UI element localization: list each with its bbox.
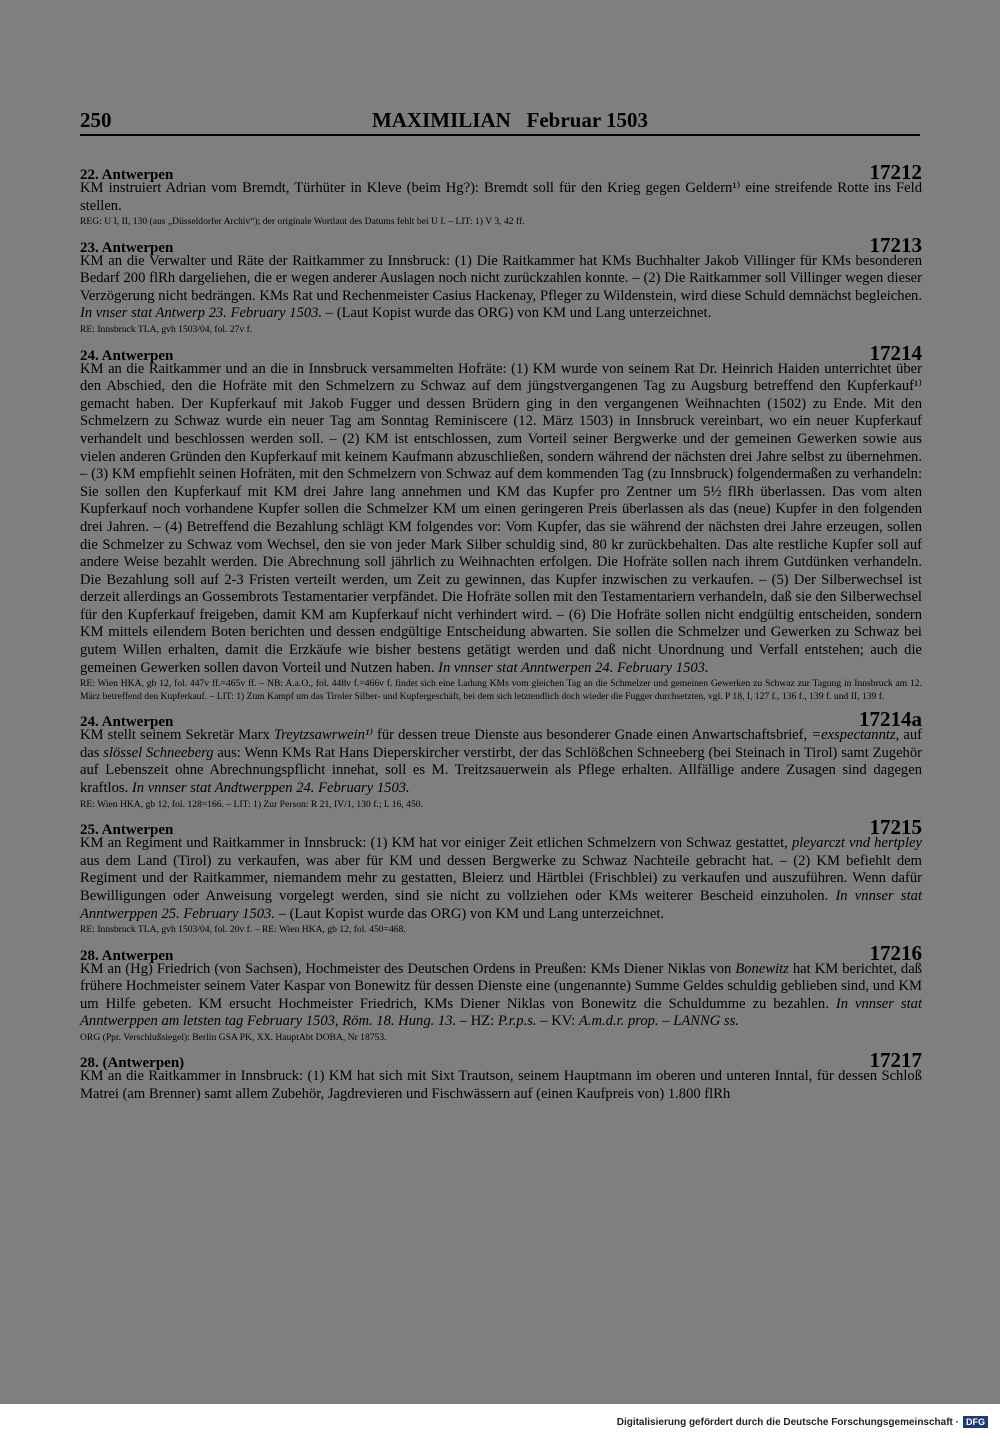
register-entry bbox=[80, 1048, 922, 1103]
entry-number: 17217 bbox=[869, 1048, 922, 1073]
entry-date: 25. Antwerpen bbox=[80, 822, 174, 839]
entry-text-run: aus: Wenn KMs Rat Hans Dieperskircher verstirbt, der das Schlößchen Schneeberg (bei Steinach in Tirol) samt Zugehör auf Lebenszeit ohne Abrechnungspflicht innehat, soll es M. Treitzsauerwein als Pflege erhalten. Allfällige andere Zusagen sind dagegen kraftlos. bbox=[80, 744, 923, 797]
entry-text-italic: P.r.p.s. bbox=[497, 1013, 537, 1030]
register-entry bbox=[80, 233, 922, 337]
entry-number: 17214a bbox=[859, 707, 922, 732]
register-entry bbox=[80, 707, 922, 811]
entry-text bbox=[80, 835, 922, 923]
header-rule bbox=[80, 134, 920, 136]
entry-text-run: KM an (Hg) Friedrich (von Sachsen), Hochmeister des Deutschen Ordens in Preußen: KMs Diener Niklas von bbox=[80, 960, 736, 977]
entry-source-note: ORG (Ppr. Verschlußsiegel): Berlin GSA PK, XX. HauptAbt DOBA, Nr 18753. bbox=[80, 1031, 387, 1043]
entry-date: 24. Antwerpen bbox=[80, 347, 174, 364]
entry-heading bbox=[80, 340, 922, 365]
entry-text bbox=[80, 361, 922, 678]
entry-text bbox=[80, 253, 922, 323]
entry-text-italic: pleyarczt vnd hertpley bbox=[791, 835, 922, 852]
entry-text-italic: slössel Schneeberg bbox=[103, 744, 214, 761]
entry-text-run: hat KM berichtet, daß frühere Hochmeister seinem Vater Kaspar von Bonewitz für dessen Dienste eine (ungenannte) Summe Geldes schuldig geblieben sind, und KM um Hilfe gebeten. KM ersucht Hochmeister Friedrich, KMs Diener Niklas von Bonewitz die Schuldumme zu bezahlen. bbox=[80, 960, 922, 1012]
entry-text-italic: In vnnser stat Anntwerppen am letsten tag February 1503, Röm. 18. Hung. 13. bbox=[80, 995, 922, 1030]
page-number: 250 bbox=[80, 108, 112, 132]
entry-text-run: KM an Regiment und Raitkammer in Innsbruck: (1) KM hat vor einiger Zeit etlichen Schmelzern von Schwaz gestattet, bbox=[80, 835, 792, 852]
entry-heading bbox=[80, 815, 922, 840]
entry-text bbox=[80, 727, 922, 797]
entry-text-run: – KV: bbox=[536, 1013, 579, 1030]
entry-source-note: RE: Innsbruck TLA, gvh 1503/04, fol. 27v f. bbox=[80, 324, 253, 336]
entry-number: 17215 bbox=[869, 815, 922, 840]
entry-date: 23. Antwerpen bbox=[80, 239, 174, 256]
funding-footer bbox=[617, 1416, 988, 1428]
entry-text-run: – HZ: bbox=[456, 1013, 498, 1030]
entry-number: 17212 bbox=[869, 160, 922, 184]
entry-text-run: – (Laut Kopist wurde das ORG) von KM und Lang unterzeichnet. bbox=[274, 905, 665, 922]
entry-date: 28. Antwerpen bbox=[80, 947, 174, 964]
entry-source-note: RE: Wien HKA, gb 12, fol. 128=166. – LIT: 1) Zur Person: R 21, IV/1, 130 f.; L 16, 450. bbox=[80, 798, 423, 810]
entry-number: 17214 bbox=[869, 340, 922, 365]
entry-text-italic: In vnnser stat Anntwerpen 24. February 1503. bbox=[438, 659, 709, 676]
entry-number: 17216 bbox=[869, 940, 922, 965]
entry-date: 24. Antwerpen bbox=[80, 714, 174, 731]
entry-text-italic: In vnnser stat Andtwerppen 24. February 1503. bbox=[131, 780, 410, 797]
page-header bbox=[80, 108, 920, 136]
register-entry bbox=[80, 341, 922, 704]
entry-heading bbox=[80, 232, 922, 257]
entry-text bbox=[80, 180, 922, 215]
entry-text-run: KM an die Raitkammer in Innsbruck: (1) KM hat sich mit Sixt Trautson, seinem Hauptmann im oberen und unteren Inntal, für dessen Schloß Matrei (am Brenner) samt allem Zubehör, Jagdrevieren und Fischwässern auf (einen Kaufpreis von) 1.800 flRh bbox=[80, 1068, 922, 1103]
entry-text-run: KM instruiert Adrian vom Bremdt, Türhüter in Kleve (beim Hg?): Bremdt soll für den Krieg gegen Geldern¹⁾ eine streifende Rotte ins Feld stellen. bbox=[80, 180, 922, 214]
entry-source-note: RE: Wien HKA, gb 12, fol. 447v ff.=465v ff. – NB: A.a.O., fol. 448v f.=466v f. findet sich eine Ladung KMs vom gleichen Tag an die Schmelzer und gemeinen Gewerken zu Schwaz zur Tagung in Innsbruck am 12. März betreffend den Kupferkauf. – LIT: 1) Zum Kampf um das Tiroler Silber- und Kupfergeschäft, bei dem sich letztendlich doch wieder die Fugger durchsetzten, vgl. P 18, I, 127 f., 136 f., 139 f. und II, 139 f. bbox=[80, 678, 922, 702]
entry-date: 28. (Antwerpen) bbox=[80, 1055, 185, 1072]
entry-heading bbox=[80, 160, 922, 184]
entry-text-run: KM an die Verwalter und Räte der Raitkammer zu Innsbruck: (1) Die Raitkammer hat KMs Buchhalter Jakob Villinger für KMs besonderen Bedarf 200 flRh dargeliehen, die er wegen anderer Auslagen noch nicht zurückzahlen konnte. – (2) Die Raitkammer soll Villinger wegen dieser Verzögerung nicht bedrängen. KMs Rat und Rechenmeister Casius Hackenay, Pfleger zu Wildenstein, wird diese Schuld demnächst begleichen. bbox=[80, 252, 922, 304]
entry-text-run: , auf das bbox=[80, 727, 923, 761]
register-entry bbox=[80, 941, 922, 1045]
entry-text-run: KM stellt seinem Sekretär Marx bbox=[80, 727, 274, 744]
register-entry bbox=[80, 160, 922, 229]
entry-heading bbox=[80, 707, 922, 732]
entry-text-italic: Treytzsawrwein¹⁾ bbox=[273, 727, 373, 744]
entry-text-italic: In vnnser stat Anntwerppen 25. February 1503. bbox=[80, 887, 922, 922]
funding-text: Digitalisierung gefördert durch die Deutsche Forschungsgemeinschaft · bbox=[616, 1416, 959, 1428]
entry-text bbox=[80, 961, 922, 1031]
entry-text-run: für dessen treue Dienste aus besonderer Gnade einen Anwartschaftsbrief, bbox=[372, 727, 812, 744]
page-title: MAXIMILIAN Februar 1503 bbox=[371, 108, 649, 132]
entry-text-italic: Bonewitz bbox=[735, 960, 789, 977]
entry-date: 22. Antwerpen bbox=[80, 167, 174, 183]
entry-source-note: RE: Innsbruck TLA, gvh 1503/04, fol. 20v f. – RE: Wien HKA, gb 12, fol. 450=468. bbox=[80, 924, 406, 936]
entry-source-note: REG: U I, II, 130 (aus „Düsseldorfer Archiv“); der originale Wortlaut des Datums fehlt bei U I. – LIT: 1) V 3, 42 ff. bbox=[80, 216, 525, 228]
entry-text bbox=[80, 1068, 922, 1103]
entry-text-run: KM an die Raitkammer und an die in Innsbruck versammelten Hofräte: (1) KM wurde von seinem Rat Dr. Heinrich Haiden unterrichtet über den Abschied, den die Hofräte mit den Schmelzern zu Schwaz auf dem jüngstvergangenen Tag zu Augsburg betreffend den Kupferkauf¹⁾ gemacht haben. Der Kupferkauf mit Jakob Fugger und dessen Brüdern ging in den vergangenen Weihnachten (1502) zu Ende. Mit den Schmelzern zu Schwaz wurde ein neuer Tag am Sonntag Reminiscere (12. März 1503) in Innsbruck vereinbart, wo ein neuer Kupferkauf verhandelt und beschlossen werden soll. – (2) KM ist entschlossen, zum Vorteil seiner Bergwerke und der gemeinen Gewerken sowie aus vielen anderen Gründen den Kupferkauf mit keinem Kaufmann abzuschließen, sondern während der nächsten drei Jahre selbst zu übernehmen. – (3) KM empfiehlt seinen Hofräten, mit den Schmelzern von Schwaz auf dem kommenden Tag (zu Innsbruck) folgendermaßen zu verhandeln: Sie sollen den Kupferkauf mit KM drei Jahre lang annehmen und KM das Kupfer pro Zentner um 5½ flRh überlassen. Das vom alten Kupferkauf noch vorhandene Kupfer sollen die Schmelzer KM um einen geringeren Preis überlassen als das (neue) Kupfer in den folgenden drei Jahren. – (4) Betreffend die Bezahlung schlägt KM folgendes vor: Vom Kupfer, das sie während der nächsten drei Jahre erzeugen, sollen die Schmelzer zu Schwaz vom Wechsel, den sie von jeder Mark Silber schuldig sind, 80 kr zurückbehalten. Das alte restliche Kupfer soll auf andere Weise bezahlt werden. Die Abrechnung soll jährlich zu Weihnachten erfolgen. Die Hofräte sollen nach ihrem Gutdünken verhandeln. Die Bezahlung soll auf 2-3 Fristen verteilt werden, um Zeit zu gewinnen, das Kupfer inzwischen zu verkaufen. – (5) Der Silberwechsel ist derzeit allerdings an Gossembrots Testamentarier verpfändet. Die Hofräte sollen mit den Testamentariern verhandeln, daß sie den Silberwechsel für den Kupferkauf freigeben, damit KM am Kupferkauf nicht verhindert wird. – (6) Die Hofräte sollen nicht endgültig entscheiden, sondern KM mittels eilendem Boten berichten und dessen endgültige Entscheidung abwarten. Sie sollen die Schmelzer und Gewerken zu Schwaz bei gutem Willen erhalten, damit die Erzkäufe wie bisher bestens getätigt werden und daß nicht Unordnung und Verfall entstehen; auch die gemeinen Gewerken sollen davon Vorteil und Nutzen haben. bbox=[80, 360, 922, 676]
entry-text-italic: A.m.d.r. prop. – LANNG ss. bbox=[578, 1013, 739, 1030]
register-entry bbox=[80, 815, 922, 936]
entry-heading bbox=[80, 1048, 922, 1073]
entry-text-run: – (Laut Kopist wurde das ORG) von KM und Lang unterzeichnet. bbox=[322, 305, 712, 322]
entry-heading bbox=[80, 940, 922, 965]
entry-text-italic: =exspectanntz bbox=[811, 727, 896, 744]
entry-text-run: aus dem Land (Tirol) zu verkaufen, was aber für KM und dessen Bergwerke zu Schwaz Nachteile gebracht hat. – (2) KM befiehlt dem Regiment und der Raitkammer, niemandem mehr zu gestatten, Bleierz und Härtblei (Frischblei) zu verkaufen und auszuführen. Wenn dafür Bewilligungen oder Anweisung vorgelegt werden, sind sie nicht zu vollziehen oder KMs weiterer Bescheid einzuholen. bbox=[80, 852, 922, 904]
dfg-logo: DFG bbox=[963, 1416, 988, 1428]
entry-text-italic: In vnser stat Antwerp 23. February 1503. bbox=[80, 305, 323, 322]
entry-number: 17213 bbox=[869, 232, 922, 257]
register-entries bbox=[80, 160, 922, 1108]
